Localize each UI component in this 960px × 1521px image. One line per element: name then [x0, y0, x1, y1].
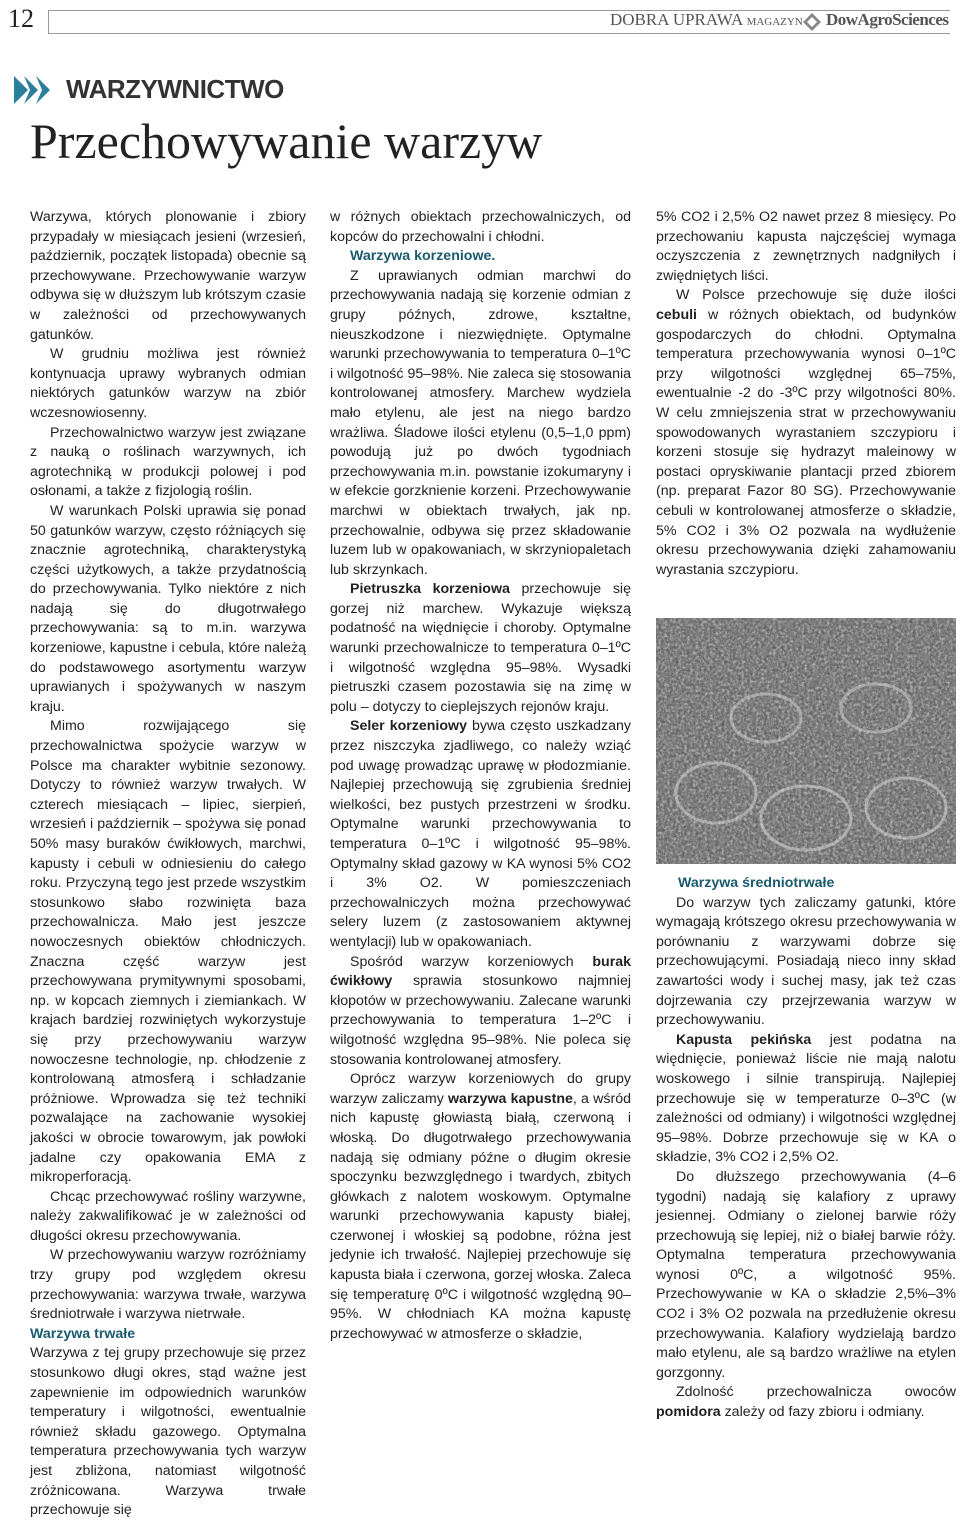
paragraph: Chcąc przechowywać rośliny warzywne, należy zakwalifikować je w zależności od długości okresu przechowywania. [30, 1188, 306, 1244]
paragraph: W przechowywaniu warzyw rozróżniamy trzy grupy pod względem okresu przechowywania: warzywa trwałe, warzywa średniotrwałe i warzywa nietrwałe. [30, 1247, 306, 1323]
bold-term: pomidora [656, 1404, 721, 1421]
magazine-suffix: MAGAZYN [746, 16, 803, 28]
paragraph-text: w różnych obiektach, od budynków gospodarczych do chłodni. Optymalna temperatura przechowywania wynosi 0–1ºC przy wilgotności względnej 65–75%, ewentualnie -2 do -3ºC przy wilgotności 80%. W celu zmniejszenia strat w przechowywaniu spowodowanych wyrastaniem szczypioru i korzeni stosuje się hydrazyt maleinowy w postaci opryskiwanie plantacji przed zbiorem (np. preparat Fazor 80 SG). Przechowywanie cebuli w kontrolowanej atmosferze o składzie, 5% CO2 i 3% O2 pozwala na wydłużenie okresu przechowywania dzięki zahamowaniu wyrastania szczypioru. [656, 306, 956, 578]
paragraph [656, 1383, 956, 1422]
paragraph-text: zależy od fazy zbioru i odmiany. [720, 1404, 925, 1421]
paragraph [330, 717, 631, 952]
cabbage-field-photo [656, 618, 956, 864]
column-3 [656, 208, 956, 580]
brand-name: DowAgroSciences [826, 10, 949, 29]
paragraph-text: Spośród warzyw korzeniowych [350, 953, 593, 970]
bold-term: warzywa kapustne [448, 1090, 573, 1107]
magazine-title [610, 10, 803, 30]
paragraph: Do warzyw tych zaliczamy gatunki, które wymagają krótszego okresu przechowywania w porównaniu z warzywami dobrze się przechowującymi. Posiadają nieco inny skład zawartości wody i suchej masy, jak też czas dojrzewania czy przejrzewania warzyw w przechowywaniu. [656, 894, 956, 1029]
paragraph-text: bywa często uszkadzany przez niszczyka zjadliwego, co należy wziąć pod uwagę prowadząc uprawę w płodozmianie. Najlepiej przechowują się zgrubienia średniej wielkości, bez pustych przestrzeni w środku. Optymalne warunki przechowywania to temperatura 0–1ºC i wilgotność 95–98%. Optymalny skład gazowy w KA wynosi 5% CO2 i 3% O2. W pomieszczeniach przechowalniczych można przechowywać selery luzem (z zastosowaniem aktywnej wentylacji) lub w opakowaniach. [330, 718, 631, 950]
paragraph: Warzywa, których plonowanie i zbiory przypadały w miesiącach jesieni (wrzesień, październik, początek listopada) obecnie są przechowywane. Przechowywanie warzyw odbywa się w dłuższym lub krótszym czasie w zależności od przechowywanych gatunków. [30, 209, 306, 343]
dow-section-logo-icon [10, 70, 60, 110]
paragraph: Mimo rozwijającego się przechowalnictwa spożycie warzyw w Polsce ma charakter wybitnie sezonowy. Dotyczy to również warzyw trwałych. W czterech miesiącach – lipiec, sierpień, wrzesień i październik – spożywa się ponad 50% masy buraków ćwikłowych, marchwi, kapusty i cebuli w odniesieniu do całego roku. Przyczyną tego jest przede wszystkim stosunkowo słabo rozwinięta baza przechowalnicza. Mało jest jeszcze nowoczesnych obiektów chłodniczych. Znaczna część warzyw jest przechowywana prymitywnymi sposobami, np. w kopcach ziemnych i ziemiankach. W krajach bardziej rozwiniętych wykorzystuje się przy przechowywaniu warzyw nowoczesne technologie, np. chłodzenie z kontrolowaną atmosferą i schładzanie próżniowe. Wprowadza się też techniki pozwalające na zachowanie wysokiej jakości w obrocie towarowym, jak powłoki jadalne czy opakowania EMA z mikroperforacją. [30, 718, 306, 1186]
paragraph: Z uprawianych odmian marchwi do przechowywania nadają się korzenie odmian z grupy późnych, zdrowe, kształtne, nieuszkodzone i niezwiędnięte. Optymalne warunki przechowywania to temperatura 0–1ºC i wilgotność 95–98%. Nie zaleca się stosowania kontrolowanej atmosfery. Marchew wydziela mało etylenu, ale jest na niego bardzo wrażliwa. Śladowe ilości etylenu (0,5–1,0 ppm) powodują już po dwóch tygodniach przechowywania m.in. powstanie izokumaryny i w efekcie gorzknienie korzeni. Przechowywanie marchwi w obiektach trwałych, jak np. przechowalnie, odbywa się przez składowanie luzem lub w opakowaniach, w skrzyniopaletach lub skrzynkach. [330, 267, 631, 578]
paragraph: Przechowalnictwo warzyw jest związane z nauką o roślinach warzywnych, ich agrotechniką w produkcji polowej i pod osłonami, a także z fizjologią roślin. [30, 424, 306, 500]
column-3-lower [656, 874, 956, 1423]
paragraph [330, 580, 631, 717]
paragraph-text: W Polsce przechowuje się duże ilości [676, 287, 956, 304]
paragraph: 5% CO2 i 2,5% O2 nawet przez 8 miesięcy. Po przechowaniu kapusta najczęściej wymaga oczyszczenia z zewnętrznych nadgniłych i zwiędniętych liści. [656, 209, 956, 284]
paragraph-text: , a wśród nich kapustę głowiastą białą, czerwoną i włoską. Do długotrwałego przechowywania nadają się odmiany późne o długim okresie spoczynku bezwzględnego i twardych, zbitych główkach z nalotem woskowym. Optymalne warunki przechowywania kapusty białej, czerwonej i włoskiej są podobne, różna jest jedynie ich trwałość. Najlepiej przechowuje się kapusta biała i czerwona, gorzej włoska. Zaleca się temperaturę 0ºC i wilgotność względną 90–95%. W chłodniach KA można kapustę przechowywać w atmosferze o składzie, [330, 1090, 631, 1342]
subheading-warzywa-sredniotrwale: Warzywa średniotrwałe [678, 875, 835, 891]
subheading-warzywa-trwale: Warzywa trwałe [30, 1325, 136, 1342]
section-heading: WARZYWNICTWO [66, 74, 284, 104]
paragraph-text: przechowuje się gorzej niż marchew. Wykazuje większą podatność na więdnięcie i choroby. Optymalne warunki przechowalnicze to temperatura 0–1ºC i wilgotność względna 95–98%. Wysadki pietruszki czasem pozostawia się na zimę w polu – dotyczy to cieplejszych rejonów kraju. [330, 581, 631, 715]
article-title: Przechowywanie warzyw [30, 113, 543, 169]
paragraph: Do dłuższego przechowywania (4–6 tygodni) nadają się kalafiory z uprawy jesiennej. Odmiany o zielonej barwie róży przechowują się lepiej, niż o białej barwie róży. Optymalna temperatura przechowywania wynosi 0ºC, a wilgotność 95%. Przechowywanie w KA o składzie 2,5%–3% CO2 i 3% O2 pozwala na przedłużenie okresu przechowywania. Kalafiory wydzielają bardzo mało etylenu, ale są bardzo wrażliwe na etylen gorzgonny. [656, 1168, 956, 1381]
paragraph-text: Zdolność przechowalnicza owoców [676, 1384, 956, 1401]
paragraph-text: Oprócz warzyw korzeniowych do grupy warzyw zaliczamy [330, 1071, 631, 1107]
paragraph [330, 953, 631, 1071]
subheading-warzywa-korzeniowe: Warzywa korzeniowe. [350, 248, 496, 265]
column-1 [30, 208, 306, 1521]
bold-term: Kapusta pekińska [676, 1031, 812, 1048]
paragraph: W warunkach Polski uprawia się ponad 50 gatunków warzyw, często różniących się znacznie agrotechniką, charakterystyką części użytkowych, a także przydatnością do przechowywania. Tylko niektóre z nich nadają się do długotrwałego przechowywania: są to m.in. warzywa korzeniowe, kapustne i cebula, które należą do podstawowego asortymentu warzyw uprawianych i spożywanych w naszym kraju. [30, 502, 306, 715]
magazine-name: DOBRA UPRAWA [610, 10, 743, 29]
paragraph: w różnych obiektach przechowalniczych, od kopców do przechowalni i chłodni. [330, 209, 631, 245]
paragraph: W grudniu możliwa jest również kontynuacja uprawy wybranych odmian niektórych gatunków warzyw na zbiór wczesnowiosenny. [30, 346, 306, 421]
bold-term: cebuli [656, 306, 697, 323]
dow-diamond-icon [802, 12, 822, 32]
paragraph: Warzywa z tej grupy przechowuje się przez stosunkowo długi okres, stąd ważne jest zapewnienie im odpowiednich warunków temperatury i wilgotności, ewentualnie również składu gazowego. Optymalna temperatura przechowywania tych warzyw jest zbliżona, natomiast wilgotność zróżnicowana. Warzywa trwałe przechowuje się [30, 1345, 306, 1519]
paragraph-text: sprawia stosunkowo najmniej kłopotów w przechowywaniu. Zalecane warunki przechowywania to temperatura 1–2ºC i wilgotność względna 95–98%. Nie poleca się stosowania kontrolowanej atmosfery. [330, 973, 631, 1068]
bold-term: burak ćwikłowy [330, 953, 631, 990]
paragraph [656, 286, 956, 580]
bold-term: Seler korzeniowy [350, 718, 467, 735]
paragraph [656, 1031, 956, 1168]
paragraph [330, 1070, 631, 1344]
page-number: 12 [8, 4, 34, 33]
paragraph-text: jest podatna na więdnięcie, ponieważ liście nie mają nalotu woskowego i silnie transpirują. Najlepiej przechowuje się w temperaturze 0–3ºC (w zależności od odmiany) i wilgotności względnej 95–98%. Dobrze przechowuje się w KA o składzie, 3% CO2 i 2,5% O2. [656, 1031, 956, 1166]
column-2 [330, 208, 631, 1344]
bold-term: Pietruszka korzeniowa [350, 581, 510, 598]
